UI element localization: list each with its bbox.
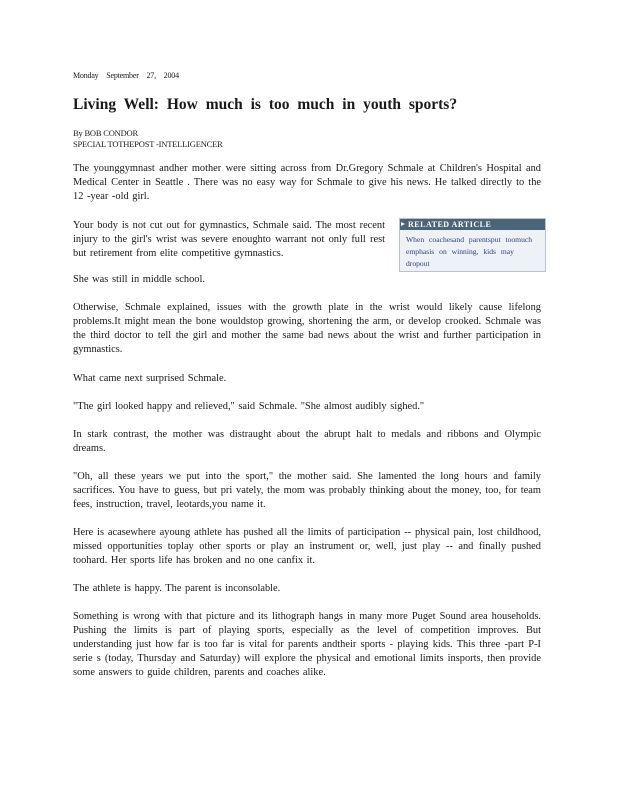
paragraph: The younggymnast andher mother were sitting across from Dr.Gregory Schmale at Children's Hospital and Medical Center in Seattle . There was no easy way for Schmale to give his news. He talked directly to the 12 -year -old girl. <box>73 163 541 202</box>
byline-affiliation: SPECIAL TOTHEPOST -INTELLIGENCER <box>73 139 223 149</box>
paragraph: Otherwise, Schmale explained, issues with the growth plate in the wrist would likely cause lifelong problems.It might mean the bone wouldstop growing, shortening the arm, or develop crooked. Schmale was the third doctor to tell the girl and mother the same bad news about the wrist and further participation in gymnastics. <box>73 302 541 355</box>
related-article-box <box>399 218 546 272</box>
paragraph: What came next surprised Schmale. <box>73 373 227 384</box>
byline-author: By BOB CONDOR <box>73 128 138 138</box>
paragraph: Your body is not cut out for gymnastics, Schmale said. The most recent injury to the girl's wrist was severe enoughto warrant not only full rest but retirement from elite competitive gymnastics. <box>73 220 385 259</box>
paragraph: In stark contrast, the mother was distraught about the abrupt halt to medals and ribbons and Olympic dreams. <box>73 429 541 454</box>
arrow-icon <box>401 222 405 226</box>
paragraph: Here is acasewhere ayoung athlete has pushed all the limits of participation -- physical pain, lost childhood, missed opportunities toplay other sports or play an instrument or, well, just play -- and finally pushed toohard. Her sports life has broken and no one canfix it. <box>73 527 541 566</box>
byline <box>73 128 223 150</box>
related-article-link[interactable]: When coachesand parentsput toomuch emphasis on winning, kids may dropout <box>406 235 533 268</box>
paragraph: Something is wrong with that picture and its lithograph hangs in many more Puget Sound area households. Pushing the limits is part of playing sports, especially as the level of competition improves. But understanding just how far is too far is vital for parents andtheir sports - playing kids. This three -part P-I serie s (today, Thursday and Saturday) will explore the physical and emotional limits insports, then provide some answers to guide children, parents and coaches alike. <box>73 611 541 678</box>
headline: Living Well: How much is too much in youth sports? <box>73 96 458 113</box>
paragraph: "Oh, all these years we put into the sport," the mother said. She lamented the long hours and family sacrifices. You have to guess, but pri vately, the mom was probably thinking about the money, too, for team fees, instruction, travel, leotards,you name it. <box>73 471 541 510</box>
paragraph: The athlete is happy. The parent is inconsolable. <box>73 583 281 594</box>
paragraph: She was still in middle school. <box>73 274 205 285</box>
related-article-header <box>400 219 545 230</box>
related-article-title: RELATED ARTICLE <box>408 220 492 229</box>
paragraph: "The girl looked happy and relieved," said Schmale. "She almost audibly sighed." <box>73 401 425 412</box>
dateline: Monday September 27, 2004 <box>73 71 179 80</box>
